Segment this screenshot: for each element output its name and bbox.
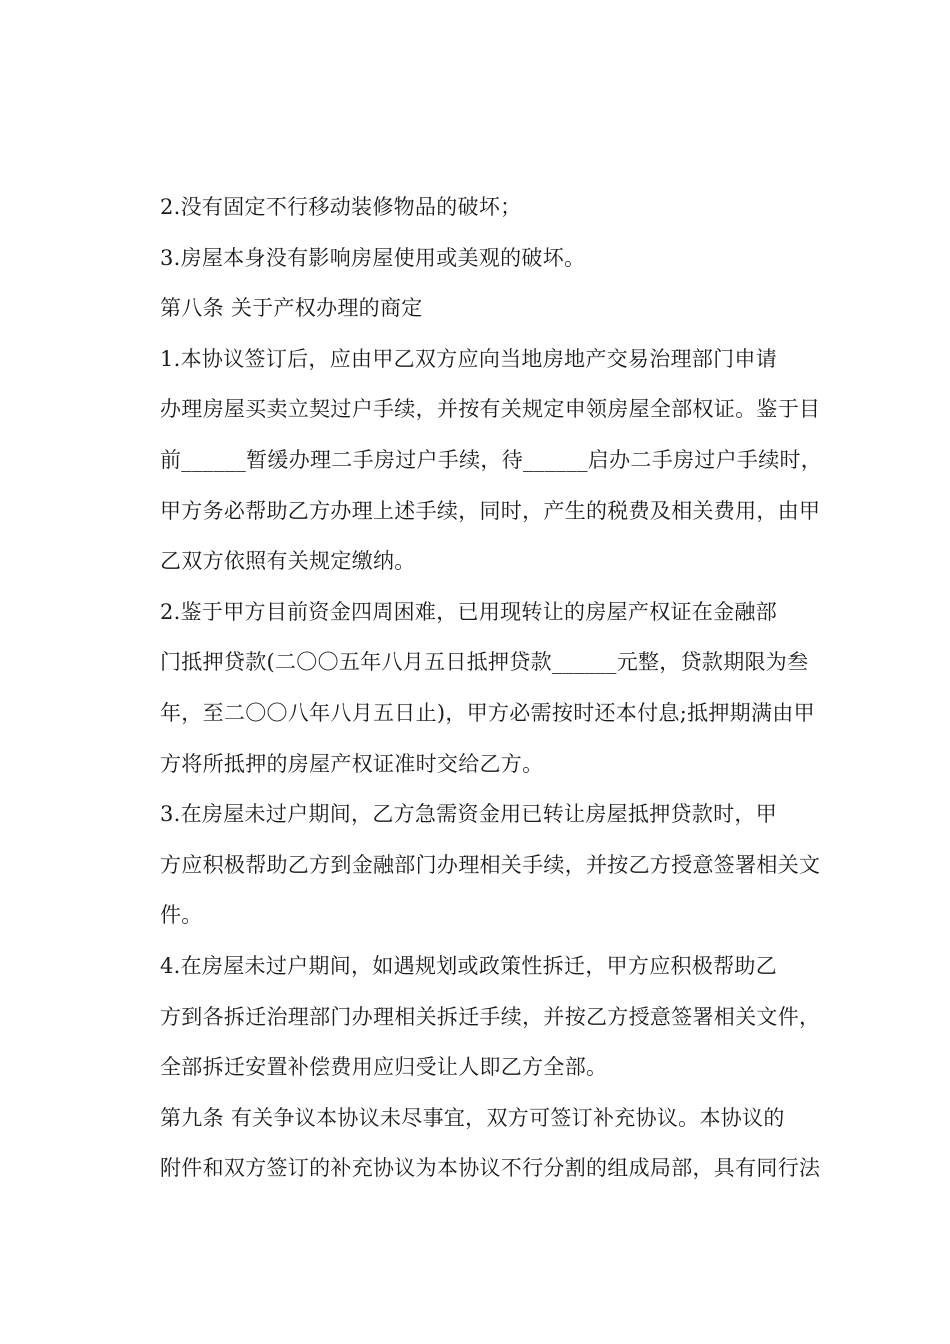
text-line: 前______暂缓办理二手房过户手续，待______启办二手房过户手续时， [160,447,823,472]
text-line: 2.没有固定不行移动装修物品的破坏； [160,195,522,219]
document-body [118,182,832,1194]
text-line: 2.鉴于甲方目前资金四周困难，已用现转让的房屋产权证在金融部 [160,599,778,624]
paragraph-article-8-item-3 [118,789,832,941]
text-line: 方到各拆迁治理部门办理相关拆迁手续，并按乙方授意签署相关文件， [160,1004,821,1029]
paragraph-article-8-item-1 [118,334,832,587]
text-line: 件。 [160,903,203,928]
text-line: 方应积极帮助乙方到金融部门办理相关手续，并按乙方授意签署相关文 [160,852,821,877]
text-line: 全部拆迁安置补偿费用应归受让人即乙方全部。 [160,1055,608,1080]
paragraph-article-8-item-2 [118,587,832,789]
paragraph-clause-7-item-3 [118,233,832,284]
text-line: 1.本协议签订后，应由甲乙双方应向当地房地产交易治理部门申请 [160,346,778,371]
text-line: 方将所抵押的房屋产权证准时交给乙方。 [160,751,544,776]
text-line: 第八条 关于产权办理的商定 [160,296,423,321]
text-line: 门抵押贷款(二〇〇五年八月五日抵押贷款______元整，贷款期限为叁 [160,650,809,675]
text-line: 附件和双方签订的补充协议为本协议不行分割的组成局部，具有同行法 [160,1156,821,1181]
text-line: 年，至二〇〇八年八月五日止)，甲方必需按时还本付息;抵押期满由甲 [160,700,815,725]
paragraph-article-8-item-4 [118,941,832,1093]
paragraph-clause-7-item-2 [118,182,832,233]
paragraph-article-9 [118,1093,832,1194]
text-line: 3.房屋本身没有影响房屋使用或美观的破坏。 [160,245,586,270]
text-line: 办理房屋买卖立契过户手续，并按有关规定申领房屋全部权证。鉴于目 [160,397,821,422]
text-line: 乙双方依照有关规定缴纳。 [160,549,416,574]
text-line: 甲方务必帮助乙方办理上述手续，同时，产生的税费及相关费用，由甲 [160,498,821,523]
text-line: 第九条 有关争议本协议未尽事宜，双方可签订补充协议。本协议的 [160,1105,785,1130]
text-line: 4.在房屋未过户期间，如遇规划或政策性拆迁，甲方应积极帮助乙 [160,953,778,978]
section-heading-article-8 [118,283,832,334]
text-line: 3.在房屋未过户期间，乙方急需资金用已转让房屋抵押贷款时，甲 [160,802,778,827]
